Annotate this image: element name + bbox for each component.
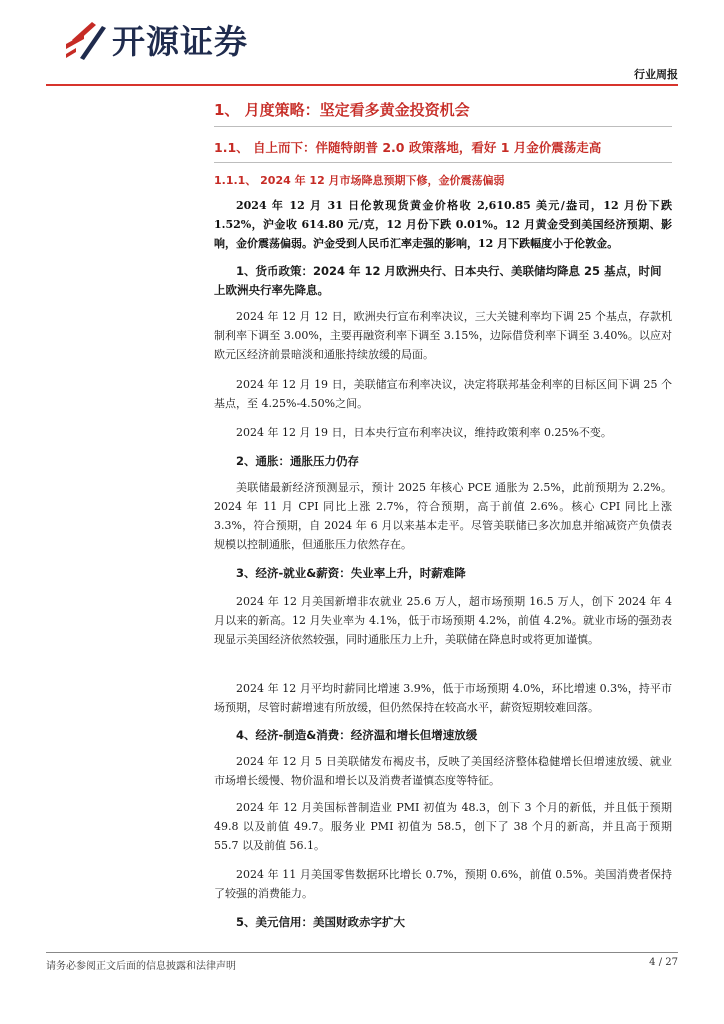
company-logo: [62, 18, 282, 68]
summary-paragraph: 2024 年 12 月 31 日伦敦现货黄金价格收 2,610.85 美元/盎司，12 月份下跌 1.52%，沪金收 614.80 元/克，12 月份下跌 0.01%。12 月黄金受到美国经济预期、影响，金价震荡偏弱。沪金受到人民币汇率走强的影响，12 月下跌幅度小于伦敦金。: [214, 199, 672, 250]
paragraph-beige-book: 2024 年 12 月 5 日美联储发布褐皮书，反映了美国经济整体稳健增长但增速放缓、就业市场增长缓慢、物价温和增长以及消费者谨慎态度等特征。: [214, 755, 672, 787]
paragraph-pmi: 2024 年 12 月美国标普制造业 PMI 初值为 48.3，创下 3 个月的新低，并且低于预期 49.8 以及前值 49.7。服务业 PMI 初值为 58.5，创下了 38 个月的新高，并且高于预期 55.7 以及前值 56.1。: [214, 801, 672, 852]
footer-divider: [46, 952, 678, 953]
paragraph-nonfarm: 2024 年 12 月美国新增非农就业 25.6 万人，超市场预期 16.5 万人，创下 2024 年 4 月以来的新高。12 月失业率为 4.1%，低于市场预期 4.2%，前值 4.2%。就业市场的强劲表现显示美国经济依然较强，同时通胀压力上升，美联储在降息时或将更加谨慎。: [214, 595, 672, 646]
page-number: 4 / 27: [649, 957, 678, 968]
subheading-dollar-credit: 5、美元信用：美国财政赤字扩大: [236, 915, 405, 929]
section-divider: [214, 126, 672, 127]
paragraph-boj: 2024 年 12 月 19 日，日本央行宣布利率决议，维持政策利率 0.25%不变。: [236, 426, 612, 439]
paragraph-wages: 2024 年 12 月平均时薪同比增速 3.9%，低于市场预期 4.0%，环比增速 0.3%，持平市场预期，尽管时薪增速有所放缓，但仍然保持在较高水平，薪资短期较难回落。: [214, 682, 672, 714]
paragraph-fed: 2024 年 12 月 19 日，美联储宣布利率决议，决定将联邦基金利率的目标区间下调 25 个基点，至 4.25%-4.50%之间。: [214, 378, 672, 410]
header-divider: [46, 84, 678, 86]
subheading-monetary-policy: 1、货币政策：2024 年 12 月欧洲央行、日本央行、美联储均降息 25 基点，时间上欧洲央行率先降息。: [214, 264, 662, 297]
report-type-label: 行业周报: [634, 68, 678, 81]
logo-text: 开源证券: [112, 22, 248, 61]
subheading-employment: 3、经济-就业&薪资：失业率上升，时薪难降: [236, 566, 466, 580]
kaiyuan-logo-icon: [62, 18, 108, 64]
section-divider: [214, 162, 672, 163]
subheading-inflation: 2、通胀：通胀压力仍存: [236, 454, 360, 468]
paragraph-ecb: 2024 年 12 月 12 日，欧洲央行宣布利率决议，三大关键利率均下调 25 个基点，存款机制利率下调至 3.00%，主要再融资利率下调至 3.15%，边际借贷利率下调至 3.40%。以应对欧元区经济前景暗淡和通胀持续放缓的局面。: [214, 310, 672, 361]
section-title-1-1-1: 1.1.1、 2024 年 12 月市场降息预期下修，金价震荡偏弱: [214, 174, 505, 187]
subheading-manufacturing: 4、经济-制造&消费：经济温和增长但增速放缓: [236, 728, 478, 742]
footer-disclaimer: 请务必参阅正文后面的信息披露和法律声明: [46, 961, 236, 972]
page-header: [0, 0, 724, 95]
section-title-1-1: 1.1、 自上而下：伴随特朗普 2.0 政策落地，看好 1 月金价震荡走高: [214, 140, 602, 155]
section-title-1: 1、 月度策略：坚定看多黄金投资机会: [214, 101, 470, 119]
paragraph-inflation: 美联储最新经济预测显示，预计 2025 年核心 PCE 通胀为 2.5%，此前预期为 2.2%。2024 年 11 月 CPI 同比上涨 2.7%，符合预期，高于前值 2.6%。核心 CPI 同比上涨 3.3%，符合预期，自 2024 年 6 月以来基本走平。尽管美联储已多次加息并缩减资产负债表规模以控制通胀，但通胀压力依然存在。: [214, 481, 672, 551]
paragraph-retail: 2024 年 11 月美国零售数据环比增长 0.7%，预期 0.6%，前值 0.5%。美国消费者保持了较强的消费能力。: [214, 868, 672, 900]
